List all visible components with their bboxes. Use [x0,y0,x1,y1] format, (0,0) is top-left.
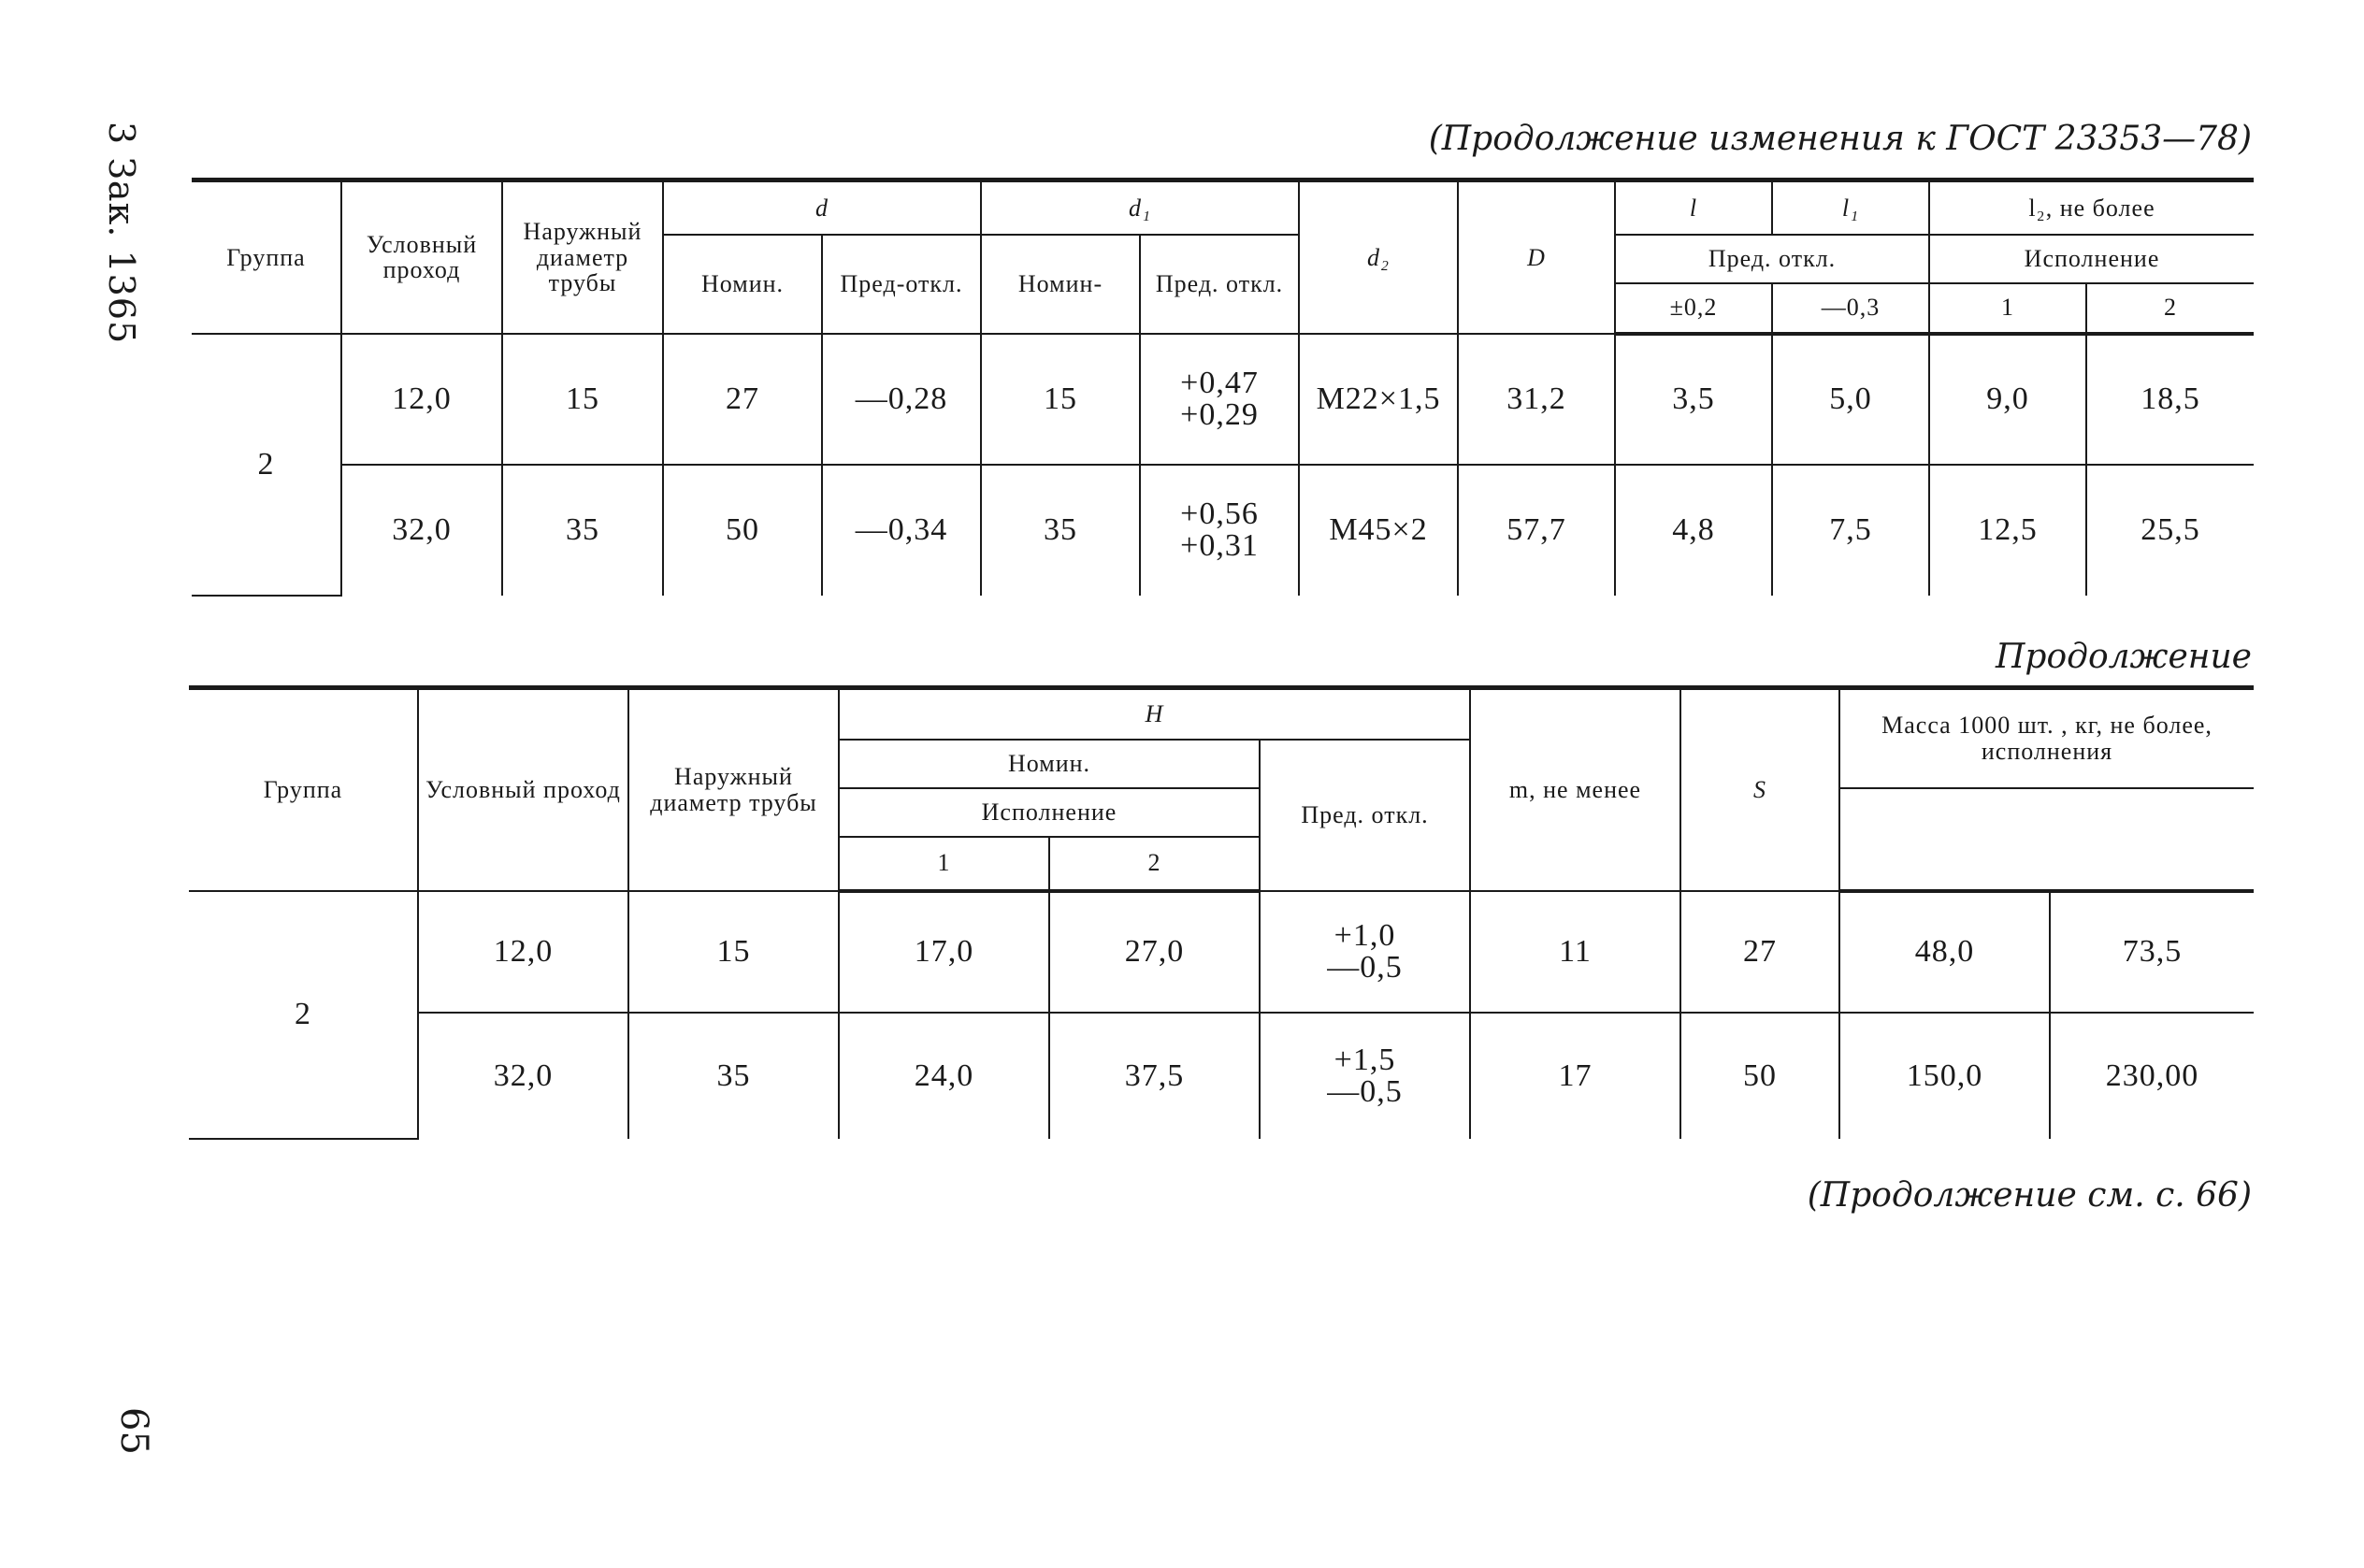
tol-upper: +1,0 [1333,917,1396,953]
caption-mid: Продолжение [1996,638,2252,676]
cell-S: 27 [1680,891,1839,1013]
cell-l2-1: 12,5 [1929,465,2086,596]
cell-d-nom: 50 [663,465,822,596]
cell-d2: M22×1,5 [1299,334,1458,465]
header-d1-tol: Пред. откл. [1140,235,1299,334]
table-row [192,334,2254,465]
cell-l2-2: 25,5 [2086,465,2254,596]
cell-group: 2 [192,334,341,596]
table-row [189,891,2254,1013]
cell-d-tol: —0,34 [822,465,981,596]
cell-d1-nom: 15 [981,334,1140,465]
tol-lower: +0,31 [1180,528,1259,563]
header-exec-1: 1 [1929,283,2086,334]
cell-mass-2: 73,5 [2050,891,2254,1013]
cell-S: 50 [1680,1013,1839,1139]
header-l2: l₂, не более [1929,180,2254,235]
cell-H2: 37,5 [1049,1013,1260,1139]
header-tolerance: Пред. откл. [1260,740,1470,891]
header-group: Группа [189,688,418,891]
cell-passage: 32,0 [418,1013,628,1139]
header-mass: Масса 1000 шт. , кг, не более, исполнения [1839,688,2254,788]
header-m: m, не менее [1470,688,1680,891]
cell-l: 3,5 [1615,334,1772,465]
header-d1-nom: Номин- [981,235,1140,334]
page-number: 65 [112,1407,155,1455]
tol-lower: —0,5 [1327,1073,1403,1109]
cell-d-nom: 27 [663,334,822,465]
caption-top: (Продолжение изменения к ГОСТ 23353—78) [1428,120,2252,158]
cell-mass-1: 48,0 [1839,891,2050,1013]
cell-l: 4,8 [1615,465,1772,596]
cell-mass-1: 150,0 [1839,1013,2050,1139]
header-exec-2: 2 [1049,837,1260,891]
cell-outer: 15 [628,891,839,1013]
cell-H-tol [1260,1013,1470,1139]
header-d-nom: Номин. [663,235,822,334]
tol-upper: +0,47 [1180,365,1259,400]
table-dimensions [192,178,2254,597]
header-group: Группа [192,180,341,334]
header-H: H [839,688,1470,740]
cell-H-tol [1260,891,1470,1013]
cell-l1: 7,5 [1772,465,1929,596]
header-execution: Исполнение [1929,235,2254,283]
cell-passage: 32,0 [341,465,502,596]
header-nominal-passage: Условный проход [418,688,628,891]
header-exec-1: 1 [839,837,1049,891]
header-d-tol: Пред-откл. [822,235,981,334]
cell-m: 17 [1470,1013,1680,1139]
cell-d2: M45×2 [1299,465,1458,596]
cell-D: 57,7 [1458,465,1615,596]
cell-H2: 27,0 [1049,891,1260,1013]
cell-d1-tol [1140,465,1299,596]
header-l1-tol: —0,3 [1772,283,1929,334]
header-l: l [1615,180,1772,235]
caption-bottom: (Продолжение см. с. 66) [1807,1176,2252,1215]
cell-outer: 35 [628,1013,839,1139]
cell-l2-1: 9,0 [1929,334,2086,465]
tol-upper: +0,56 [1180,496,1259,531]
table-row [192,465,2254,596]
header-D: D [1458,180,1615,334]
header-mass-spacer [1839,788,2254,891]
table-dimensions-continued [189,685,2254,1140]
header-tolerance: Пред. откл. [1615,235,1929,283]
cell-H1: 24,0 [839,1013,1049,1139]
cell-l1: 5,0 [1772,334,1929,465]
header-outer-diameter: Наружный диаметр трубы [628,688,839,891]
header-exec-2: 2 [2086,283,2254,334]
header-d: d [663,180,981,235]
side-note: 3 Зак. 1365 [101,122,142,345]
cell-outer: 15 [502,334,663,465]
cell-group: 2 [189,891,418,1139]
header-outer-diameter: Наружный диаметр трубы [502,180,663,334]
cell-l2-2: 18,5 [2086,334,2254,465]
tol-lower: —0,5 [1327,949,1403,985]
header-l1: l₁ [1772,180,1929,235]
cell-D: 31,2 [1458,334,1615,465]
cell-mass-2: 230,00 [2050,1013,2254,1139]
header-nominal-passage: Условный проход [341,180,502,334]
cell-d-tol: —0,28 [822,334,981,465]
cell-H1: 17,0 [839,891,1049,1013]
cell-outer: 35 [502,465,663,596]
table-row [189,1013,2254,1139]
cell-m: 11 [1470,891,1680,1013]
cell-passage: 12,0 [418,891,628,1013]
header-execution: Исполнение [839,788,1260,837]
header-S: S [1680,688,1839,891]
tol-lower: +0,29 [1180,396,1259,432]
cell-passage: 12,0 [341,334,502,465]
tol-upper: +1,5 [1333,1042,1396,1077]
header-d2: d₂ [1299,180,1458,334]
header-l-tol: ±0,2 [1615,283,1772,334]
cell-d1-nom: 35 [981,465,1140,596]
header-nom: Номин. [839,740,1260,788]
header-d1: d₁ [981,180,1299,235]
cell-d1-tol [1140,334,1299,465]
